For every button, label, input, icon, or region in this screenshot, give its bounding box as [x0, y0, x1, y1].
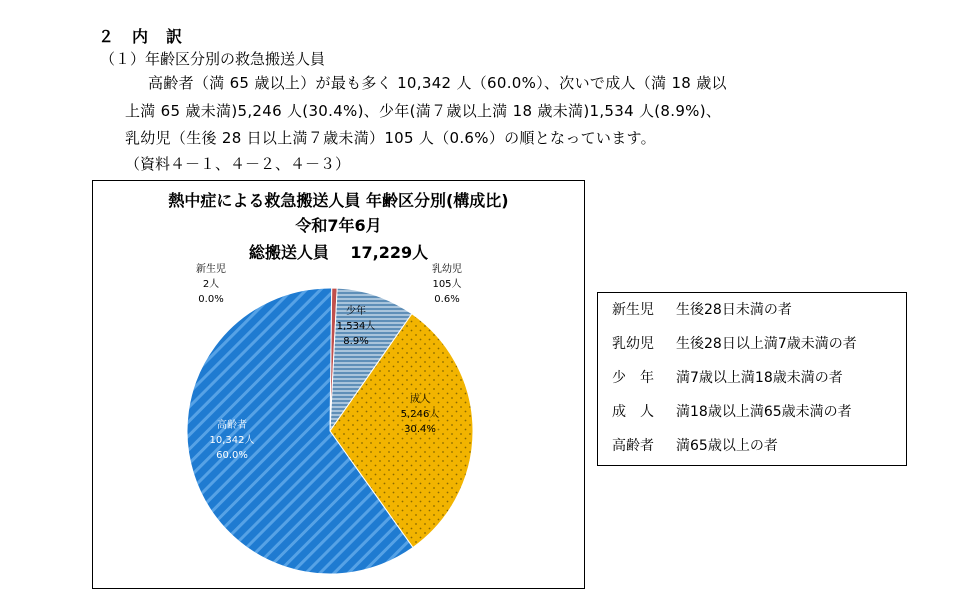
legend-row: [612, 299, 792, 319]
legend-row: [612, 435, 778, 455]
legend-row: [612, 401, 852, 421]
slice-label-infant-percent: 0.6%: [434, 294, 460, 305]
legend-description: 生後28日以上満7歳未満の者: [676, 336, 857, 352]
slice-label-youth-name: 少年: [346, 306, 366, 317]
slice-label-newborn-name: 新生児: [196, 264, 226, 275]
slice-label-infant-count: 105人: [432, 279, 462, 290]
legend-category: 成 人: [612, 404, 654, 420]
chart-title: 熱中症による救急搬送人員 年齢区分別(構成比): [168, 191, 509, 210]
summary-line-3: 乳幼児（生後 28 日以上満７歳未満）105 人（0.6%）の順となっています。: [125, 129, 656, 147]
slice-label-adult-percent: 30.4%: [404, 424, 436, 435]
slice-label-adult-name: 成人: [410, 394, 430, 405]
slice-label-elderly-name: 高齢者: [217, 420, 247, 431]
slice-label-adult-count: 5,246人: [400, 409, 440, 420]
slice-label-newborn-percent: 0.0%: [198, 294, 224, 305]
chart-total-label: 総搬送人員 17,229人: [248, 243, 429, 262]
subsection-heading: （１）年齢区分別の救急搬送人員: [100, 50, 326, 68]
legend-category: 新生児: [612, 302, 654, 318]
legend-category: 高齢者: [612, 438, 654, 454]
legend-description: 生後28日未満の者: [676, 302, 792, 318]
summary-line-1: 高齢者（満 65 歳以上）が最も多く 10,342 人（60.0%）、次いで成人（満 18 歳以: [148, 74, 727, 92]
legend-category: 乳幼児: [612, 336, 654, 352]
slice-label-elderly-percent: 60.0%: [216, 450, 248, 461]
slice-label-youth-percent: 8.9%: [343, 336, 369, 347]
chart-subtitle: 令和7年6月: [295, 216, 382, 235]
reference-note: （資料４－１、４－２、４－３）: [125, 155, 351, 173]
legend-description: 満18歳以上満65歳未満の者: [676, 404, 852, 420]
legend-category: 少 年: [612, 370, 654, 386]
legend-description: 満65歳以上の者: [676, 438, 778, 454]
slice-label-infant-name: 乳幼児: [432, 264, 462, 275]
slice-label-elderly-count: 10,342人: [209, 435, 255, 446]
section-heading: ２ 内 訳: [98, 27, 184, 46]
summary-line-2: 上満 65 歳未満)5,246 人(30.4%)、少年(満７歳以上満 18 歳未満)1,534 人(8.9%)、: [125, 102, 722, 120]
legend-row: [612, 367, 843, 387]
legend-row: [612, 333, 857, 353]
slice-label-newborn-count: 2人: [202, 279, 220, 290]
legend-description: 満7歳以上満18歳未満の者: [676, 370, 843, 386]
slice-label-youth-count: 1,534人: [336, 321, 376, 332]
